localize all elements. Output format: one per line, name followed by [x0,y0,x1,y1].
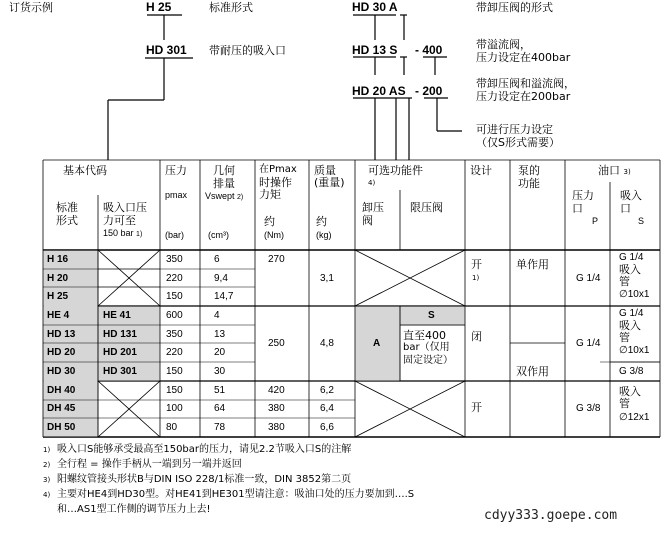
note-relief-l1: 带溢流阀， [476,38,531,51]
option-a: A [373,338,381,349]
row-std-code: DH 50 [47,422,76,433]
hdr-inlet-l1: 吸入口压 [103,201,147,214]
hdr-s-port-l3: S [638,216,645,226]
row-pmax: 220 [166,347,183,358]
p-port-c: G 3/8 [576,403,601,414]
note-relief-l2: 压力设定在400bar [476,51,571,64]
s-port-a-l2: 吸入 [619,263,641,276]
hdr-port: 油口 3) [598,164,631,177]
hdr-optional-sup: 4) [368,179,376,187]
footnote-2-mark: 2) [43,461,51,469]
s-port-a-l3: 管 [619,275,630,288]
row-pmax: 350 [166,329,183,340]
mass-dh-1: 6,2 [320,385,334,396]
row-std-code: HD 20 [47,347,76,358]
row-vswept: 78 [214,422,226,433]
s-port-a-l1: G 1/4 [619,252,644,263]
hdr-unload-l1: 卸压 [362,201,384,214]
torque-dh-2: 380 [268,403,285,414]
row-vswept: 9,4 [214,273,228,284]
row-pmax: 150 [166,291,183,302]
note-adj-l1: 可进行压力设定 [476,123,553,136]
code-p400: - 400 [415,43,443,57]
row-std-code: HE 4 [47,310,70,321]
hdr-unload-l2: 阀 [362,214,373,227]
func-double: 双作用 [516,365,549,378]
hdr-vswept: Vswept 2) [205,191,244,201]
hdr-mass-l1: 质量 [314,164,336,177]
hdr-disp-unit: (cm³) [208,230,229,240]
option-s-l2: bar（仅用 [403,342,450,353]
hdr-s-port-l1: 吸入 [620,189,642,202]
footnote-4-l1: 主要对HE4到HD30型。对HE41到HE301型请注意：吸油口处的压力要加到….S [57,489,415,500]
option-s-l3: 固定设定） [403,355,453,366]
s-port-c-l1: G 3/8 [619,366,644,377]
note-both-l2: 压力设定在200bar [476,90,571,103]
option-s: S [428,310,435,321]
note-both-l1: 带卸压阀和溢流阀， [476,77,575,90]
hdr-pump-func-l2: 功能 [518,177,540,190]
hdr-p-port-l2: 口 [572,202,583,215]
row-pmax: 350 [166,254,183,265]
row-vswept: 4 [214,310,220,321]
hdr-optional: 可选功能件 [368,164,423,177]
code-hd301: HD 301 [146,43,187,57]
p-port-b: G 1/4 [576,338,601,349]
watermark: cdyy333.goepe.com [484,508,618,523]
row-std-code: H 16 [47,254,69,265]
row-inlet-code: HD 301 [103,366,137,377]
code-hd30a: HD 30 A [352,0,398,14]
hdr-p-port-l1: 压力 [572,189,594,202]
hdr-design: 设计 [470,164,492,177]
func-single: 单作用 [516,258,549,271]
hdr-s-port-l2: 口 [620,202,631,215]
hdr-std-form-l2: 形式 [56,214,78,227]
hdr-mass-unit: (kg) [316,230,332,240]
row-vswept: 64 [214,403,226,414]
design-closed: 闭 [471,330,482,343]
row-vswept: 13 [214,329,226,340]
s-port-a-l4: ∅10x1 [619,289,650,300]
torque-dh-1: 420 [268,385,285,396]
row-pmax: 600 [166,310,183,321]
hdr-torque-l3: 力矩 [259,188,281,201]
hdr-disp-l2: 排量 [213,177,235,190]
footnote-3: 阳螺纹管接头形状B与DIN ISO 228/1标准一致，DIN 3852第二页 [57,474,352,485]
row-pmax: 150 [166,385,183,396]
note-unload-form: 带卸压阀的形式 [476,1,553,14]
footnote-1: 吸入口S能够承受最高至150bar的压力，请见2.2节吸入口S的注解 [57,444,352,455]
row-std-code: HD 13 [47,329,76,340]
note-pressure-inlet: 带耐压的吸入口 [209,44,286,57]
torque-hd: 250 [268,338,285,349]
hdr-basic-code: 基本代码 [63,164,107,177]
row-inlet-code: HE 41 [103,310,131,321]
hdr-std-form-l1: 标准 [56,201,78,214]
footnote-4-l2: 和…AS1型工作侧的调节压力上去! [57,504,211,515]
s-port-b-l3: 管 [619,331,630,344]
code-hd13s: HD 13 S [352,43,398,57]
torque-h: 270 [268,254,285,265]
note-standard: 标准形式 [209,1,253,14]
row-pmax: 220 [166,273,183,284]
row-vswept: 20 [214,347,226,358]
row-inlet-code: HD 201 [103,347,137,358]
hdr-pump-func-l1: 泵的 [518,164,540,177]
hdr-limit: 限压阀 [410,201,443,214]
hdr-p-port-l3: P [592,216,599,226]
row-pmax: 80 [166,422,178,433]
s-port-b-l1: G 1/4 [619,308,644,319]
order-example-label: 订货示例 [9,1,53,14]
hdr-mass-l2: (重量) [314,176,345,189]
mass-h: 3,1 [320,273,334,284]
p-port-a: G 1/4 [576,273,601,284]
row-std-code: H 20 [47,273,69,284]
mass-dh-2: 6,4 [320,403,334,414]
hdr-torque-l1: 在Pmax [259,164,297,175]
option-s-l1: 直至400 [403,329,446,342]
hdr-torque-l2: 时操作 [259,176,292,189]
row-std-code: HD 30 [47,366,76,377]
row-std-code: DH 40 [47,385,76,396]
hdr-inlet-l2: 力可至 [103,214,136,227]
s-port-d-l3: ∅12x1 [619,412,650,423]
code-h25: H 25 [146,0,172,14]
hdr-disp-l1: 几何 [213,164,235,177]
row-inlet-code: HD 131 [103,329,137,340]
code-hd20as: HD 20 AS [352,84,406,98]
s-port-d-l1: 吸入 [619,385,641,398]
row-std-code: DH 45 [47,403,76,414]
hdr-mass-l3: 约 [316,215,327,228]
row-vswept: 6 [214,254,220,265]
hdr-inlet-l3: 150 bar 1) [103,228,143,238]
design-open-2: 开 [471,401,482,414]
footnote-3-mark: 3) [43,476,51,484]
s-port-b-l4: ∅10x1 [619,345,650,356]
hdr-pressure: 压力 [165,164,187,177]
row-pmax: 150 [166,366,183,377]
design-open-sup: 1) [472,274,480,282]
note-adj-l2: （仅S形式需要） [476,136,560,149]
s-port-b-l2: 吸入 [619,319,641,332]
hdr-torque-l4: 约 [264,215,275,228]
mass-dh-3: 6,6 [320,422,334,433]
footnote-1-mark: 1) [43,446,51,454]
hdr-torque-unit: (Nm) [264,230,284,240]
footnote-4-mark: 4) [43,491,51,499]
footnote-2: 全行程 = 操作手柄从一端到另一端并返回 [57,459,242,470]
hdr-pmax-unit: (bar) [165,230,185,240]
s-port-d-l2: 管 [619,397,630,410]
design-open: 开 [471,258,482,271]
mass-hd: 4,8 [320,338,334,349]
code-p200: - 200 [415,84,443,98]
row-vswept: 14,7 [214,291,234,302]
row-std-code: H 25 [47,291,69,302]
torque-dh-3: 380 [268,422,285,433]
row-vswept: 51 [214,385,226,396]
hdr-pmax: pmax [165,190,188,200]
row-vswept: 30 [214,366,226,377]
row-pmax: 100 [166,403,183,414]
